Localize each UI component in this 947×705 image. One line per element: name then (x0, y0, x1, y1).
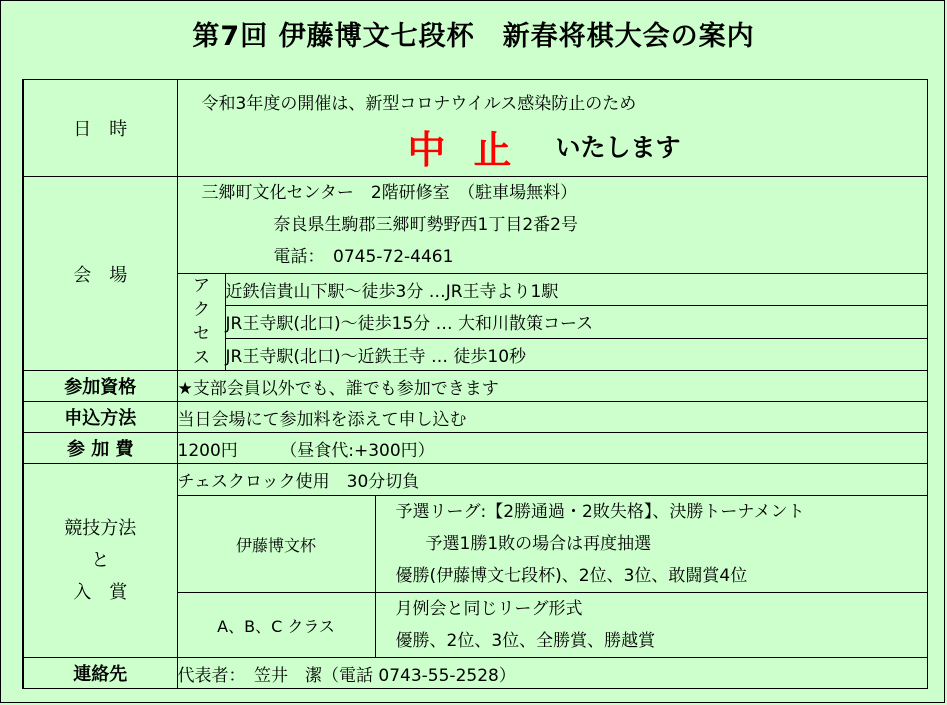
venue-address: 奈良県生駒郡三郷町勢野西1丁目2番2号 (273, 215, 578, 235)
class-line: 優勝、2位、3位、全勝賞、勝越賞 (395, 631, 656, 651)
competition-label-line: と (91, 549, 110, 571)
contact-text: 代表者： 笠井 潔（電話 0743-55-2528） (177, 658, 927, 689)
info-table (22, 79, 928, 689)
venue-place: 三郷町文化センター 2階研修室 （駐車場無料） (201, 183, 578, 203)
fee-label: 参 加 費 (23, 433, 177, 464)
cancel-suffix: いたします (555, 133, 681, 162)
eligibility-text: ★支部会員以外でも、誰でも参加できます (177, 371, 927, 402)
datetime-label: 日 時 (23, 80, 177, 177)
class-details (375, 593, 927, 658)
datetime-notice: 令和3年度の開催は、新型コロナウイルス感染防止のため (201, 94, 637, 114)
cancel-line (178, 118, 927, 174)
competition-label (23, 464, 177, 658)
contact-label: 連絡先 (23, 658, 177, 689)
eligibility-row (23, 371, 927, 402)
ito-cup-label: 伊藤博文杯 (177, 496, 375, 593)
venue-details (177, 177, 927, 274)
competition-label-line: 入 賞 (73, 581, 128, 603)
access-label-cell (177, 274, 225, 371)
contact-row (23, 658, 927, 689)
venue-row (23, 177, 927, 274)
application-label: 申込方法 (23, 402, 177, 433)
venue-label: 会 場 (23, 177, 177, 371)
access-item: JR王寺駅(北口)～徒歩15分 … 大和川散策コース (225, 306, 927, 338)
access-item: JR王寺駅(北口)～近鉄王寺 … 徒歩10秒 (225, 338, 927, 370)
application-row (23, 402, 927, 433)
competition-label-line: 競技方法 (64, 517, 137, 539)
clock-rule: チェスクロック使用 30分切負 (177, 464, 927, 496)
ito-cup-details (375, 496, 927, 593)
fee-text: 1200円 （昼食代:+300円） (177, 433, 927, 464)
class-label: A、B、C クラス (177, 593, 375, 658)
cancel-text: 中止 (407, 127, 540, 172)
ito-cup-line: 予選1勝1敗の場合は再度抽選 (425, 534, 652, 554)
venue-phone: 電話： 0745-72-4461 (273, 247, 454, 267)
ito-cup-line: 予選リーグ:【2勝通過・2敗失格】、決勝トーナメント (395, 502, 805, 522)
datetime-row (23, 80, 927, 177)
datetime-content (177, 80, 927, 177)
class-line: 月例会と同じリーグ形式 (395, 599, 583, 619)
fee-row (23, 433, 927, 464)
page-title: 第7回 伊藤博文七段杯 新春将棋大会の案内 (192, 21, 755, 52)
competition-row (23, 464, 927, 496)
eligibility-label: 参加資格 (23, 371, 177, 402)
access-item: 近鉄信貴山下駅～徒歩3分 …JR王寺より1駅 (225, 274, 927, 306)
application-text: 当日会場にて参加料を添えて申し込む (177, 402, 927, 433)
ito-cup-line: 優勝(伊藤博文七段杯)、2位、3位、敢闘賞4位 (395, 566, 748, 586)
access-label: アクセス (193, 276, 210, 368)
